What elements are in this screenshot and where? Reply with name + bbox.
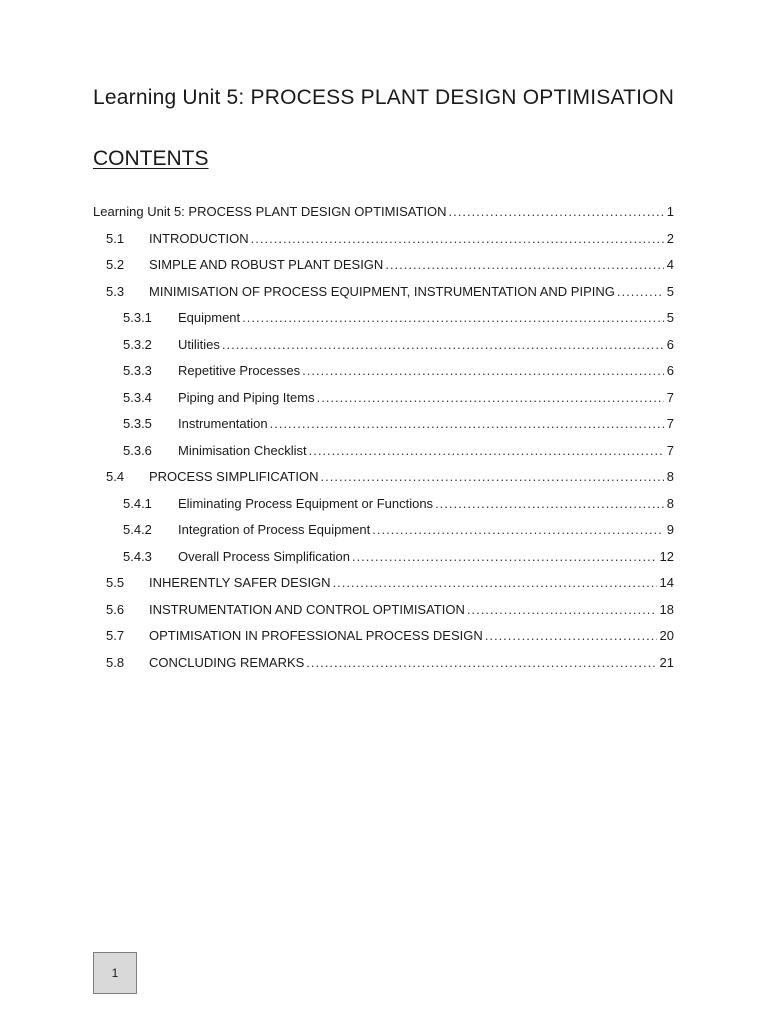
toc-entry-page: 21 [659,654,674,670]
toc-entry-page: 7 [666,442,674,458]
toc-entry-number: 5.5 [106,575,125,590]
toc-entry-label: Utilities [178,336,220,352]
toc-entry[interactable] [106,628,674,648]
toc-entry-page: 6 [666,363,674,378]
toc-entry-label: Eliminating Process Equipment or Functions [178,495,434,511]
toc-entry-page: 8 [666,495,674,511]
toc-entry[interactable] [106,257,674,277]
toc-entry-number: 5.3.5 [123,416,152,431]
toc-entry-label: CONCLUDING REMARKS [149,654,305,670]
toc-entry-number: 5.7 [106,628,125,643]
toc-entry-label: Integration of Process Equipment [178,522,371,537]
toc-entry-number: 5.8 [106,654,125,670]
page-number [93,952,137,994]
toc-entry-page: 5 [666,310,674,325]
toc-entry-label: Overall Process Simplification [178,548,350,564]
toc-dot-leader [333,575,657,590]
document-title: Learning Unit 5: PROCESS PLANT DESIGN OPTIMISATION [93,86,675,109]
toc-dot-leader [222,337,664,352]
toc-entry[interactable] [106,469,674,489]
toc-entry-label: SIMPLE AND ROBUST PLANT DESIGN [149,257,384,272]
toc-entry-label: Equipment [178,310,241,325]
toc-dot-leader [302,363,664,378]
toc-entry[interactable] [123,443,674,463]
toc-dot-leader [372,522,664,537]
toc-entry-number: 5.6 [106,601,125,617]
toc-entry-number: 5.4.2 [123,522,152,537]
toc-entry-number: 5.3 [106,283,125,299]
contents-heading: CONTENTS [93,147,209,170]
toc-dot-leader [352,549,657,564]
toc-entry-page: 12 [659,548,674,564]
toc-entry-label: Piping and Piping Items [178,389,315,405]
toc-entry-page: 14 [659,575,674,590]
toc-entry-number: 5.4 [106,469,125,484]
toc-entry[interactable] [123,363,674,383]
toc-entry[interactable] [123,337,674,357]
toc-entry-label: Repetitive Processes [178,363,301,378]
toc-entry[interactable] [93,204,674,224]
toc-entry[interactable] [106,655,674,675]
toc-entry-page: 4 [666,257,674,272]
toc-dot-leader [485,628,657,643]
toc-entry-page: 20 [659,628,674,643]
toc-dot-leader [449,204,664,219]
toc-entry-number: 5.2 [106,257,125,272]
toc-entry-page: 7 [666,416,674,431]
page-number-text: 1 [111,966,119,980]
toc-entry-number: 5.3.3 [123,363,152,378]
toc-entry-label: OPTIMISATION IN PROFESSIONAL PROCESS DESIGN [149,628,483,643]
toc-entry-label: INTRODUCTION [149,230,249,246]
toc-entry[interactable] [106,602,674,622]
toc-entry-label: INHERENTLY SAFER DESIGN [149,575,331,590]
toc-dot-leader [467,602,657,617]
toc-entry[interactable] [123,549,674,569]
toc-entry-number: 5.3.2 [123,336,152,352]
toc-entry[interactable] [123,416,674,436]
toc-entry[interactable] [123,310,674,330]
toc-dot-leader [385,257,663,272]
toc-entry-label: Minimisation Checklist [178,442,307,458]
toc-entry-page: 2 [666,230,674,246]
toc-entry-label: INSTRUMENTATION AND CONTROL OPTIMISATION [149,601,465,617]
toc-entry-label: Instrumentation [178,416,268,431]
toc-entry-page: 9 [666,522,674,537]
toc-entry[interactable] [123,390,674,410]
toc-dot-leader [309,443,664,458]
toc-entry-number: 5.1 [106,230,125,246]
toc-dot-leader [435,496,664,511]
toc-entry-page: 6 [666,336,674,352]
toc-entry[interactable] [123,522,674,542]
toc-entry-number: 5.3.4 [123,389,152,405]
toc-entry-number: 5.4.1 [123,495,152,511]
toc-entry-number: 5.3.1 [123,310,152,325]
toc-entry[interactable] [123,496,674,516]
toc-dot-leader [321,469,664,484]
toc-entry-page: 5 [666,283,674,299]
toc-entry-label: PROCESS SIMPLIFICATION [149,469,319,484]
toc-entry-label: MINIMISATION OF PROCESS EQUIPMENT, INSTRUMENTATION AND PIPING [149,283,615,299]
toc-dot-leader [242,310,664,325]
toc-entry[interactable] [106,231,674,251]
toc-entry-number: 5.3.6 [123,442,152,458]
toc-entry-page: 1 [666,204,674,219]
toc-dot-leader [251,231,664,246]
toc-entry-page: 8 [666,469,674,484]
toc-entry[interactable] [106,284,674,304]
toc-entry-label: Learning Unit 5: PROCESS PLANT DESIGN OPTIMISATION [93,204,447,219]
toc-dot-leader [617,284,664,299]
toc-entry-page: 18 [659,601,674,617]
toc-entry-page: 7 [666,389,674,405]
toc-dot-leader [317,390,664,405]
toc-entry-number: 5.4.3 [123,548,152,564]
toc-dot-leader [270,416,664,431]
toc-entry[interactable] [106,575,674,595]
toc-dot-leader [306,655,656,670]
